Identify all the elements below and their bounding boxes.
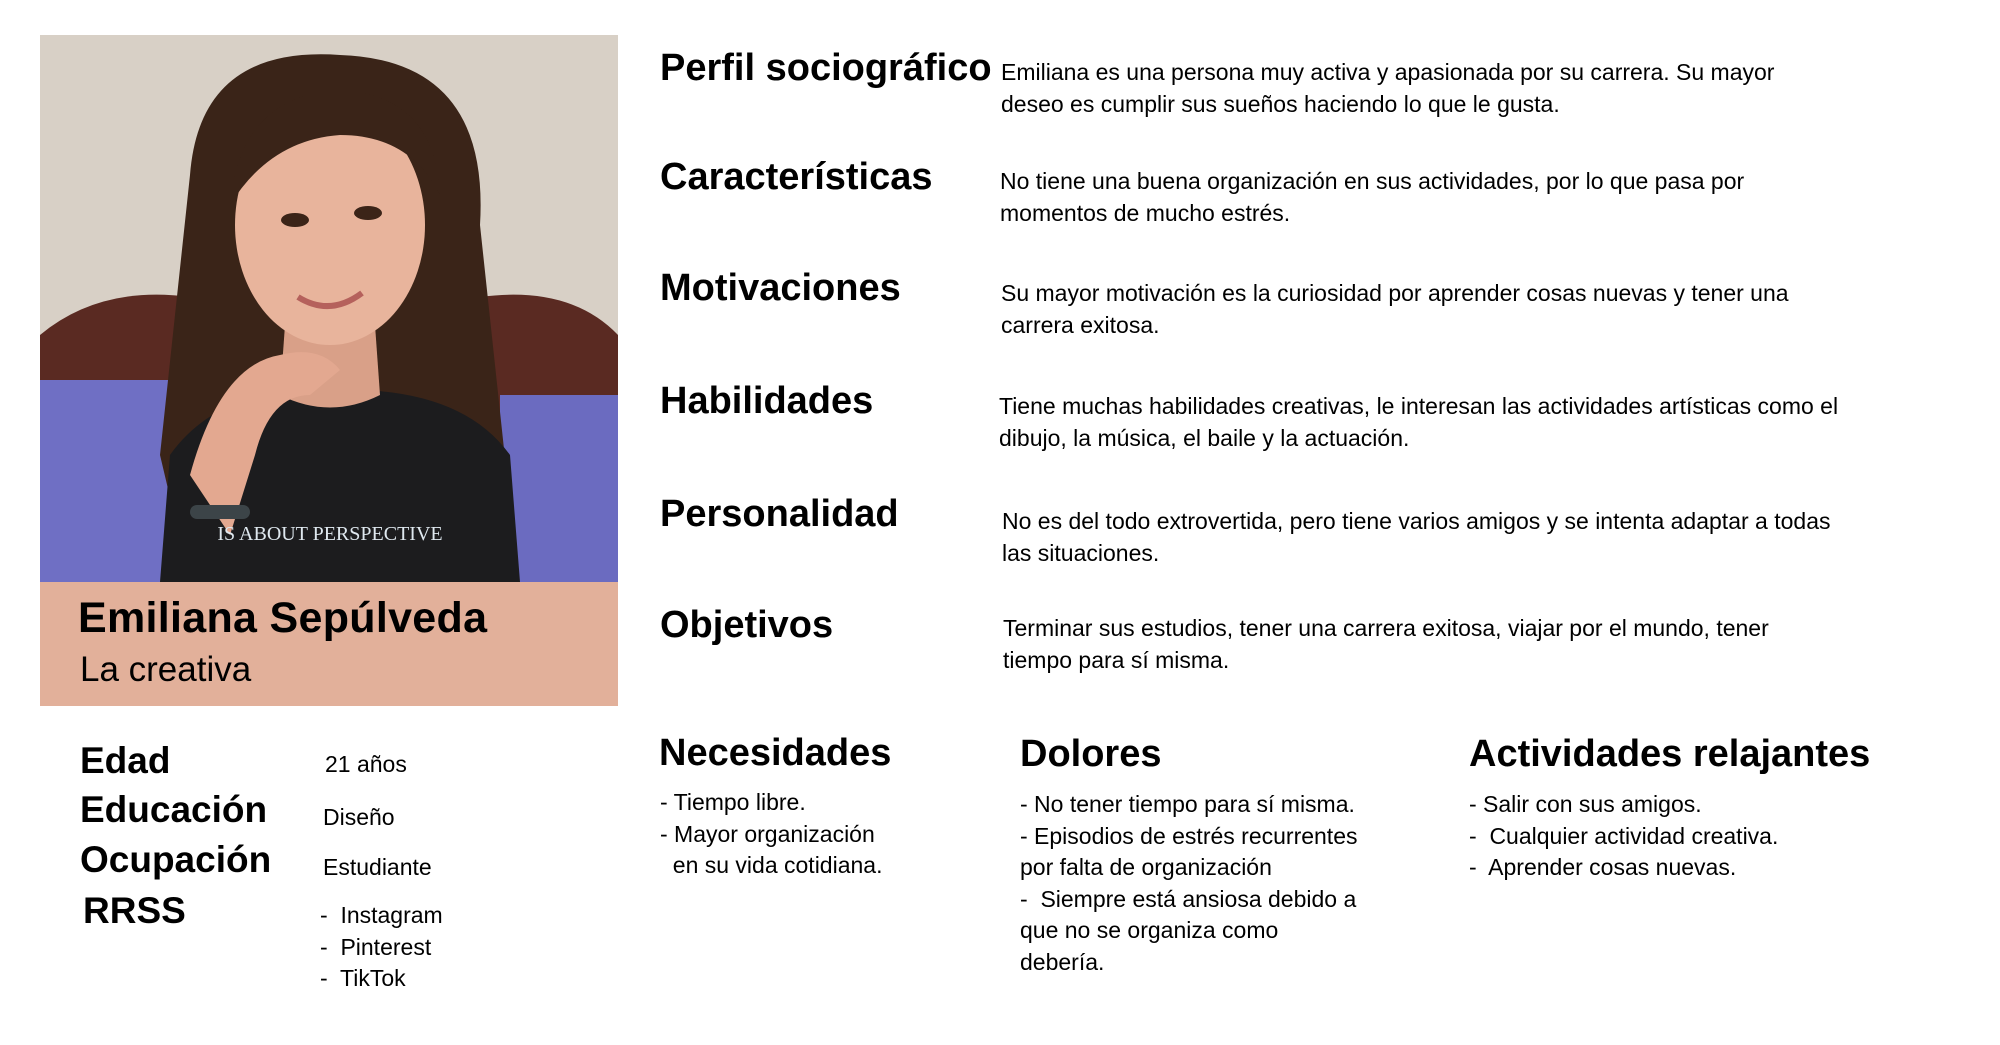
column-title-necesidades: Necesidades [659,732,892,774]
section-title-habilidades: Habilidades [660,380,874,422]
column-title-actividades: Actividades relajantes [1469,733,1871,775]
section-title-objetivos: Objetivos [660,604,834,646]
list-item: - No tener tiempo para sí misma. [1020,791,1355,817]
list-item: que no se organiza como [1020,917,1279,943]
actividades-list [1469,789,1778,884]
section-text-objetivos: Terminar sus estudios, tener una carrera exitosa, viajar por el mundo, tener tiempo para sí misma. [1003,615,1769,673]
info-label-ocupacion: Ocupación [80,839,272,880]
info-label-educacion: Educación [80,789,268,830]
column-title-dolores: Dolores [1020,733,1162,775]
list-item: - TikTok [320,965,406,991]
list-item: - Aprender cosas nuevas. [1469,854,1737,880]
list-item: - Instagram [320,902,443,928]
info-label-edad: Edad [80,740,171,781]
list-item: - Mayor organización [660,820,875,847]
section-title-motivaciones: Motivaciones [660,267,901,309]
persona-name-band [40,582,618,706]
info-value-edad: 21 años [325,751,407,777]
list-item: - Salir con sus amigos. [1469,791,1702,817]
persona-name: Emiliana Sepúlveda [78,594,488,642]
list-item: - Episodios de estrés recurrentes [1020,822,1358,849]
section-text-caracteristicas: No tiene una buena organización en sus actividades, por lo que pasa por momentos de mucho estrés. [1000,168,1745,226]
section-title-personalidad: Personalidad [660,493,899,535]
section-title-perfil: Perfil sociográfico [660,47,992,89]
section-text-habilidades: Tiene muchas habilidades creativas, le interesan las actividades artísticas como el dibujo, la música, el baile y la actuación. [999,393,1839,451]
info-value-educacion: Diseño [323,804,395,830]
section-title-caracteristicas: Características [660,156,933,198]
section-text-personalidad: No es del todo extrovertida, pero tiene varios amigos y se intenta adaptar a todas las situaciones. [1002,508,1831,566]
section-text-perfil: Emiliana es una persona muy activa y apasionada por su carrera. Su mayor deseo es cumplir sus sueños haciendo lo que le gusta. [1001,59,1775,117]
rrss-list [320,900,443,995]
persona-tagline: La creativa [80,650,252,689]
list-item: - Siempre está ansiosa debido a [1020,885,1357,912]
list-item: - Pinterest [320,933,432,960]
info-label-rrss: RRSS [83,890,186,931]
list-item: - Cualquier actividad creativa. [1469,822,1779,849]
list-item: - Tiempo libre. [660,789,806,815]
dolores-list [1020,789,1358,978]
info-value-ocupacion: Estudiante [323,854,432,880]
list-item: por falta de organización [1020,854,1272,880]
necesidades-list [660,787,882,882]
persona-photo-illustration [40,35,618,582]
tshirt-text: IS ABOUT PERSPECTIVE [217,523,443,545]
section-text-motivaciones: Su mayor motivación es la curiosidad por aprender cosas nuevas y tener una carrera exitosa. [1001,280,1789,338]
list-item: debería. [1020,948,1105,975]
persona-photo [40,35,618,582]
list-item: en su vida cotidiana. [660,852,883,878]
